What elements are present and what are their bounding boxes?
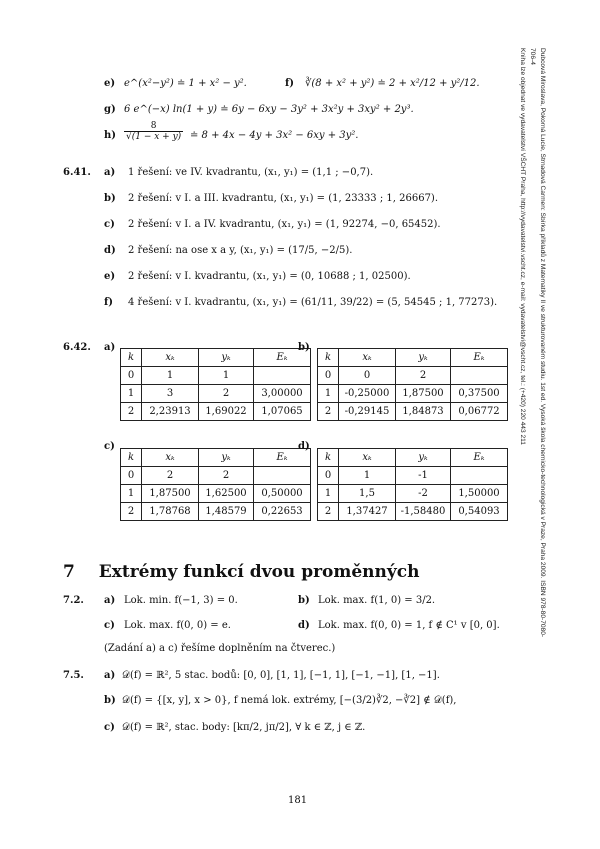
p641-a-text: 1 řešení: ve IV. kvadrantu, (x₁, y₁) = (1,1 ; −0,7).: [128, 167, 374, 178]
table-d: [317, 448, 508, 521]
table-cell: -0,29145: [339, 403, 396, 421]
p641-c-text: 2 řešení: v I. a IV. kvadrantu, (x₁, y₁) = (1, 92274, −0, 65452).: [128, 219, 441, 230]
item-f-label: f): [285, 78, 295, 89]
table-header: Eₖ: [254, 449, 311, 467]
p72-a-text: Lok. min. f(−1, 3) = 0.: [124, 595, 238, 606]
table-cell: 2: [199, 385, 254, 403]
p641-a-label: a): [104, 167, 116, 178]
table-header: k: [318, 349, 339, 367]
table-row: [121, 467, 311, 485]
p72-c-label: c): [104, 620, 115, 631]
problem-number-641: 6.41.: [63, 167, 91, 178]
table-header: yₖ: [396, 449, 451, 467]
table-cell: 0: [121, 367, 142, 385]
table-header: xₖ: [142, 449, 199, 467]
table-a-label: a): [104, 342, 116, 353]
item-h-label: h): [104, 130, 117, 141]
table-cell: 0,50000: [254, 485, 311, 503]
table-cell: 1: [339, 467, 396, 485]
table-header: yₖ: [199, 349, 254, 367]
chapter-number: 7: [63, 562, 75, 582]
table-row: [318, 367, 508, 385]
chapter-heading: [63, 562, 419, 582]
table-row: [121, 503, 311, 521]
p75-c-text: 𝒟(f) = ℝ², stac. body: [kπ/2, jπ/2], ∀ k ∈ ℤ, j ∈ ℤ.: [122, 722, 366, 733]
table-cell: 0: [339, 367, 396, 385]
citation-line: Dubcová Miroslava, Pokorná Lucie, Strnadová Carmen: Sbírka příkladů z Matematiky II ve strukturovaném studiu. 1st ed. Vysoká škola chemicko-technologická v Praze, Praha 2009. ISBN 978-80-7080-706-4: [529, 48, 546, 638]
p641-f-label: f): [104, 297, 114, 308]
item-e-label: e): [104, 78, 116, 89]
table-cell: 2,23913: [142, 403, 199, 421]
table-row: [318, 503, 508, 521]
table-header: Eₖ: [451, 449, 508, 467]
p72-d-label: d): [298, 620, 310, 631]
table-row: [121, 385, 311, 403]
p72-c-text: Lok. max. f(0, 0) = e.: [124, 620, 231, 631]
table-cell: 0: [121, 467, 142, 485]
table-cell: 1,78768: [142, 503, 199, 521]
table-cell: 0,06772: [451, 403, 508, 421]
item-h-numerator: 8: [124, 121, 183, 132]
table-cell: 1,87500: [396, 385, 451, 403]
p75-c-label: c): [104, 722, 115, 733]
table-cell: [451, 367, 508, 385]
table-cell: 2: [121, 403, 142, 421]
item-e-expr: e^(x²−y²) ≐ 1 + x² − y².: [124, 78, 247, 89]
table-cell: 0,54093: [451, 503, 508, 521]
table-cell: [254, 367, 311, 385]
problem-number-642: 6.42.: [63, 342, 91, 353]
table-cell: 2: [318, 503, 339, 521]
p75-a-label: a): [104, 670, 116, 681]
p75-b-text: 𝒟(f) = {[x, y], x > 0}, f nemá lok. extrémy, [−(3/2)∛2, −∛2] ∉ 𝒟(f),: [122, 695, 457, 706]
p641-f-text: 4 řešení: v I. kvadrantu, (x₁, y₁) = (61/11, 39/22) = (5, 54545 ; 1, 77273).: [128, 297, 498, 308]
table-cell: 2: [318, 403, 339, 421]
table-header: k: [121, 349, 142, 367]
table-cell: 1,07065: [254, 403, 311, 421]
table-row: [318, 467, 508, 485]
table-d-label: d): [298, 441, 310, 452]
table-header: k: [121, 449, 142, 467]
page-number: 181: [288, 795, 308, 806]
table-cell: -1,58480: [396, 503, 451, 521]
table-cell: -2: [396, 485, 451, 503]
table-cell: 2: [199, 467, 254, 485]
table-header: xₖ: [142, 349, 199, 367]
table-row: [318, 385, 508, 403]
table-c-label: c): [104, 441, 115, 452]
table-cell: 1: [318, 485, 339, 503]
table-header: k: [318, 449, 339, 467]
table-cell: 1,84873: [396, 403, 451, 421]
item-h-rhs: ≐ 8 + 4x − 4y + 3x² − 6xy + 3y².: [190, 130, 359, 141]
table-row: [318, 449, 508, 467]
table-cell: 1,50000: [451, 485, 508, 503]
table-row: [121, 367, 311, 385]
table-cell: 1: [121, 385, 142, 403]
table-cell: 1,87500: [142, 485, 199, 503]
table-cell: -1: [396, 467, 451, 485]
p75-b-label: b): [104, 695, 116, 706]
order-info-line: Kniha lze objednat ve vydavatelství VŠCHT Praha, http://vydavatelstvi.vscht.cz, e-mail: vydavatelstvi@vscht.cz, tel.: (+420) 220 443 211: [519, 48, 526, 445]
table-row: [121, 403, 311, 421]
table-row: [318, 349, 508, 367]
p72-b-label: b): [298, 595, 310, 606]
table-cell: 1: [121, 485, 142, 503]
chapter-title: Extrémy funkcí dvou proměnných: [98, 562, 420, 582]
table-header: Eₖ: [254, 349, 311, 367]
table-c: [120, 448, 311, 521]
item-g-expr: 6 e^(−x) ln(1 + y) ≐ 6y − 6xy − 3y² + 3x²y + 3xy² + 2y³.: [124, 104, 414, 115]
table-a: [120, 348, 311, 421]
table-cell: 2: [396, 367, 451, 385]
table-cell: 2: [142, 467, 199, 485]
table-header: xₖ: [339, 449, 396, 467]
table-cell: 1,48579: [199, 503, 254, 521]
table-header: xₖ: [339, 349, 396, 367]
table-row: [121, 449, 311, 467]
table-header: yₖ: [396, 349, 451, 367]
table-header: yₖ: [199, 449, 254, 467]
table-cell: 0,37500: [451, 385, 508, 403]
item-f-expr: ∛(8 + x² + y²) ≐ 2 + x²/12 + y²/12.: [305, 78, 480, 89]
table-b-label: b): [298, 342, 310, 353]
p641-d-label: d): [104, 245, 116, 256]
p641-b-label: b): [104, 193, 116, 204]
table-row: [318, 485, 508, 503]
p72-a-label: a): [104, 595, 116, 606]
table-cell: -0,25000: [339, 385, 396, 403]
p72-note: (Zadání a) a c) řešíme doplněním na čtverec.): [104, 643, 336, 654]
item-h-fraction: [124, 121, 183, 142]
table-cell: 1: [142, 367, 199, 385]
table-cell: 3,00000: [254, 385, 311, 403]
p75-a-text: 𝒟(f) = ℝ², 5 stac. bodů: [0, 0], [1, 1], [−1, 1], [−1, −1], [1, −1].: [122, 670, 440, 681]
table-cell: [254, 467, 311, 485]
table-row: [121, 485, 311, 503]
side-citation: [507, 48, 547, 648]
problem-number-72: 7.2.: [63, 595, 84, 606]
problem-number-75: 7.5.: [63, 670, 84, 681]
table-cell: 3: [142, 385, 199, 403]
table-cell: 1,69022: [199, 403, 254, 421]
table-cell: [451, 467, 508, 485]
table-cell: 0,22653: [254, 503, 311, 521]
table-row: [121, 349, 311, 367]
table-b: [317, 348, 508, 421]
table-cell: 1,62500: [199, 485, 254, 503]
table-row: [318, 403, 508, 421]
table-cell: 1,5: [339, 485, 396, 503]
table-cell: 1: [318, 385, 339, 403]
table-header: Eₖ: [451, 349, 508, 367]
p641-d-text: 2 řešení: na ose x a y, (x₁, y₁) = (17/5, −2/5).: [128, 245, 353, 256]
item-g-label: g): [104, 104, 116, 115]
p641-c-label: c): [104, 219, 115, 230]
p641-b-text: 2 řešení: v I. a III. kvadrantu, (x₁, y₁) = (1, 23333 ; 1, 26667).: [128, 193, 439, 204]
p641-e-label: e): [104, 271, 116, 282]
item-h-denominator: √(1 − x + y): [126, 132, 182, 142]
table-cell: 0: [318, 367, 339, 385]
table-cell: 1,37427: [339, 503, 396, 521]
p72-d-text: Lok. max. f(0, 0) = 1, f ∉ C¹ v [0, 0].: [318, 620, 500, 631]
table-cell: 1: [199, 367, 254, 385]
table-cell: 2: [121, 503, 142, 521]
p72-b-text: Lok. max. f(1, 0) = 3/2.: [318, 595, 436, 606]
table-cell: 0: [318, 467, 339, 485]
p641-e-text: 2 řešení: v I. kvadrantu, (x₁, y₁) = (0, 10688 ; 1, 02500).: [128, 271, 411, 282]
